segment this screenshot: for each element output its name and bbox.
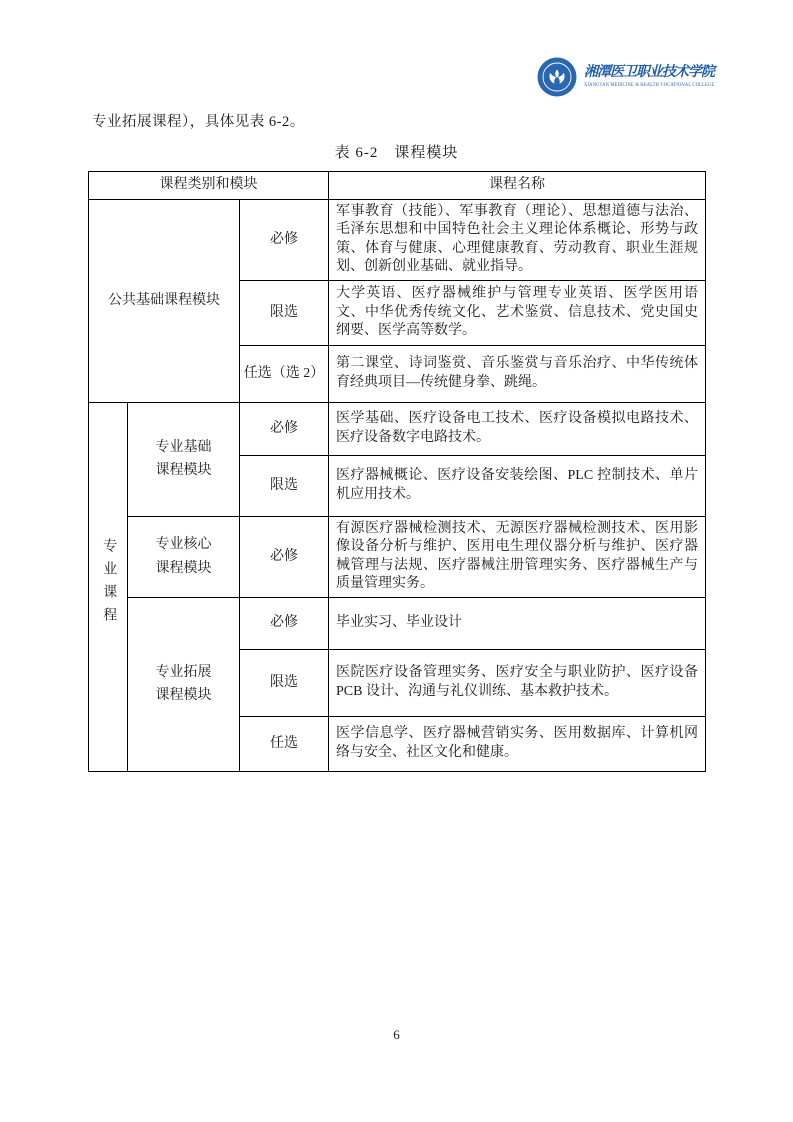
cell-basic-module-label — [128, 402, 240, 516]
header-course-name: 课程名称 — [329, 172, 706, 200]
college-name — [584, 63, 793, 92]
cell-core-module-label — [128, 516, 240, 597]
cell-courses-expansion-limited: 医院医疗设备管理实务、医疗安全与职业防护、医疗设备 PCB 设计、沟通与礼仪训练、基本救护技术。 — [329, 649, 706, 716]
cell-type-core-required: 必修 — [240, 516, 329, 597]
course-module-table — [88, 171, 706, 772]
cell-courses-public-required: 军事教育（技能）、军事教育（理论）、思想道德与法治、毛泽东思想和中国特色社会主义理论体系概论、形势与政策、体育与健康、心理健康教育、劳动教育、职业生涯规划、创新创业基础、就业指导。 — [329, 200, 706, 281]
cell-public-module-label — [89, 200, 240, 403]
expansion-module-label: 专业拓展课程模块 — [155, 664, 212, 704]
cell-type-basic-limited: 限选 — [240, 455, 329, 516]
basic-module-label: 专业基础课程模块 — [155, 439, 212, 479]
table-row — [89, 516, 706, 597]
cell-type-expansion-elective: 任选 — [240, 716, 329, 771]
table-row — [89, 200, 706, 281]
cell-expansion-module-label — [128, 597, 240, 771]
table-header-row — [89, 172, 706, 200]
intro-text: 专业拓展课程），具体见表 6-2。 — [92, 114, 305, 130]
cell-type-expansion-required: 必修 — [240, 597, 329, 649]
cell-type-public-limited: 限选 — [240, 280, 329, 345]
college-emblem-icon — [537, 57, 577, 97]
cell-courses-core-required: 有源医疗器械检测技术、无源医疗器械检测技术、医用影像设备分析与维护、医用电生理仪器分析与维护、医疗器械管理与法规、医疗器械注册管理实务、医疗器械生产与质量管理实务。 — [329, 516, 706, 597]
table-caption: 表 6-2 课程模块 — [334, 145, 459, 161]
cell-courses-basic-required: 医学基础、医疗设备电工技术、医疗设备模拟电路技术、医疗设备数字电路技术。 — [329, 402, 706, 455]
table-row — [89, 597, 706, 649]
page-number: 6 — [393, 1027, 400, 1042]
cell-courses-public-limited: 大学英语、医疗器械维护与管理专业英语、医学医用语文、中华优秀传统文化、艺术鉴赏、信息技术、党史国史纲要、医学高等数学。 — [329, 280, 706, 345]
cell-type-expansion-limited: 限选 — [240, 649, 329, 716]
professional-group-label: 专业课程 — [101, 537, 117, 630]
cell-professional-group-label — [89, 402, 128, 771]
core-module-label: 专业核心课程模块 — [155, 537, 212, 576]
college-name-zh: 湘潭医卫职业技术学院 — [584, 64, 714, 80]
public-module-label: 公共基础课程模块 — [108, 292, 220, 308]
college-logo — [537, 57, 793, 97]
table-row — [89, 402, 706, 455]
cell-type-basic-required: 必修 — [240, 402, 329, 455]
cell-courses-expansion-required: 毕业实习、毕业设计 — [329, 597, 706, 649]
cell-type-public-required: 必修 — [240, 200, 329, 281]
college-name-en: XIANGTAN MEDICINE & HEALTH VOCATIONAL COLLEGE — [584, 82, 715, 88]
cell-courses-expansion-elective: 医学信息学、医疗器械营销实务、医用数据库、计算机网络与安全、社区文化和健康。 — [329, 716, 706, 771]
cell-type-public-elective: 任选（选 2） — [240, 345, 329, 402]
cell-courses-public-elective: 第二课堂、诗词鉴赏、音乐鉴赏与音乐治疗、中华传统体育经典项目—传统健身拳、跳绳。 — [329, 345, 706, 402]
header-category: 课程类别和模块 — [89, 172, 329, 200]
cell-courses-basic-limited: 医疗器械概论、医疗设备安装绘图、PLC 控制技术、单片机应用技术。 — [329, 455, 706, 516]
